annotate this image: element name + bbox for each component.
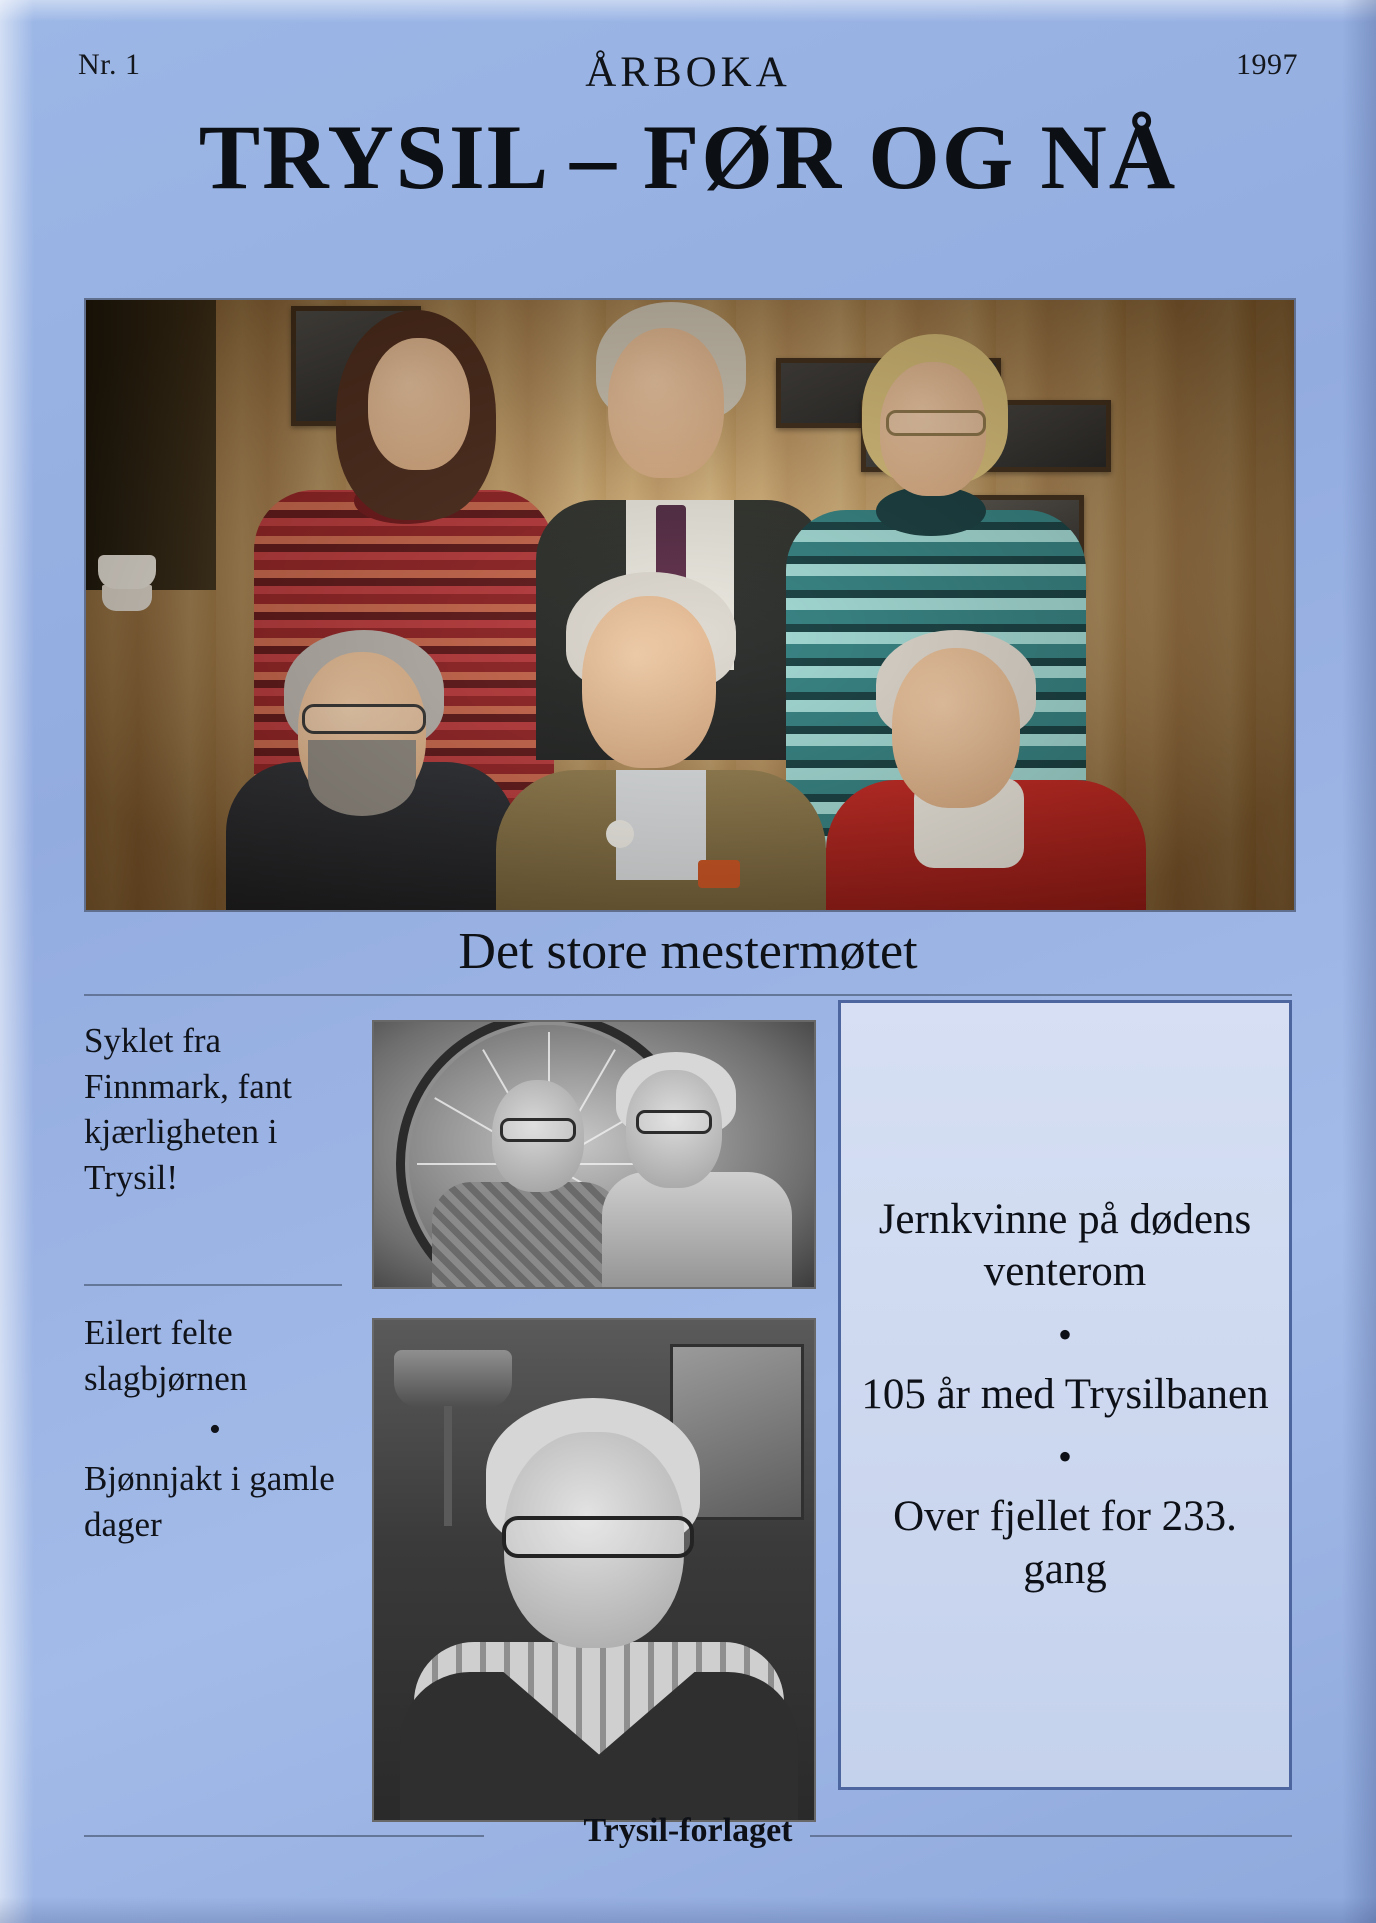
teaser-bear-hunt-line-1: Eilert felte slagbjørnen [84, 1313, 248, 1398]
year-label: 1997 [1236, 48, 1298, 81]
teaser-box-item-3: Over fjellet for 233. gang [893, 1493, 1237, 1593]
teaser-bicycle: Syklet fra Finnmark, fant kjærligheten i Trysil! [84, 1021, 293, 1197]
teaser-box-dot-2: • [1057, 1434, 1072, 1480]
teaser-box-dot-1: • [1057, 1311, 1072, 1357]
bicycle-photo-woman-body [602, 1172, 792, 1289]
hero-photo-content [86, 300, 1294, 910]
page-title: TRYSIL – FØR OG NÅ [198, 106, 1178, 208]
portrait-lamp [394, 1350, 512, 1408]
hero-caption: Det store mestermøtet [458, 923, 918, 980]
divider-top [84, 994, 1292, 996]
page-edge-bottom [0, 1897, 1376, 1923]
bicycle-photo-man-body [432, 1182, 622, 1289]
hero-photo [84, 298, 1296, 912]
portrait-lamp-stem [444, 1406, 452, 1526]
publisher-name: Trysil-forlaget [583, 1812, 793, 1849]
portrait-glasses [502, 1516, 694, 1558]
teaser-bear-hunt [84, 1310, 346, 1547]
teaser-box [838, 1000, 1292, 1790]
photo-bicycle-couple [372, 1020, 816, 1289]
cover-header [78, 48, 1298, 100]
bicycle-photo-man-glasses [500, 1118, 576, 1142]
teaser-separator-dot: • [209, 1411, 221, 1448]
teaser-box-item-1: Jernkvinne på dødens venterom [878, 1195, 1252, 1296]
page-edge-top [0, 0, 1376, 22]
divider-left-middle [84, 1284, 342, 1286]
teaser-box-item-2: 105 år med Trysilbanen [861, 1370, 1269, 1418]
bicycle-photo-woman-glasses [636, 1110, 712, 1134]
photo-vignette [86, 300, 1294, 910]
issue-number: Nr. 1 [78, 48, 141, 81]
teaser-bear-hunt-line-2: Bjønnjakt i gamle dager [84, 1459, 335, 1544]
photo-elderly-man [372, 1318, 816, 1822]
series-title: ÅRBOKA [585, 49, 791, 96]
